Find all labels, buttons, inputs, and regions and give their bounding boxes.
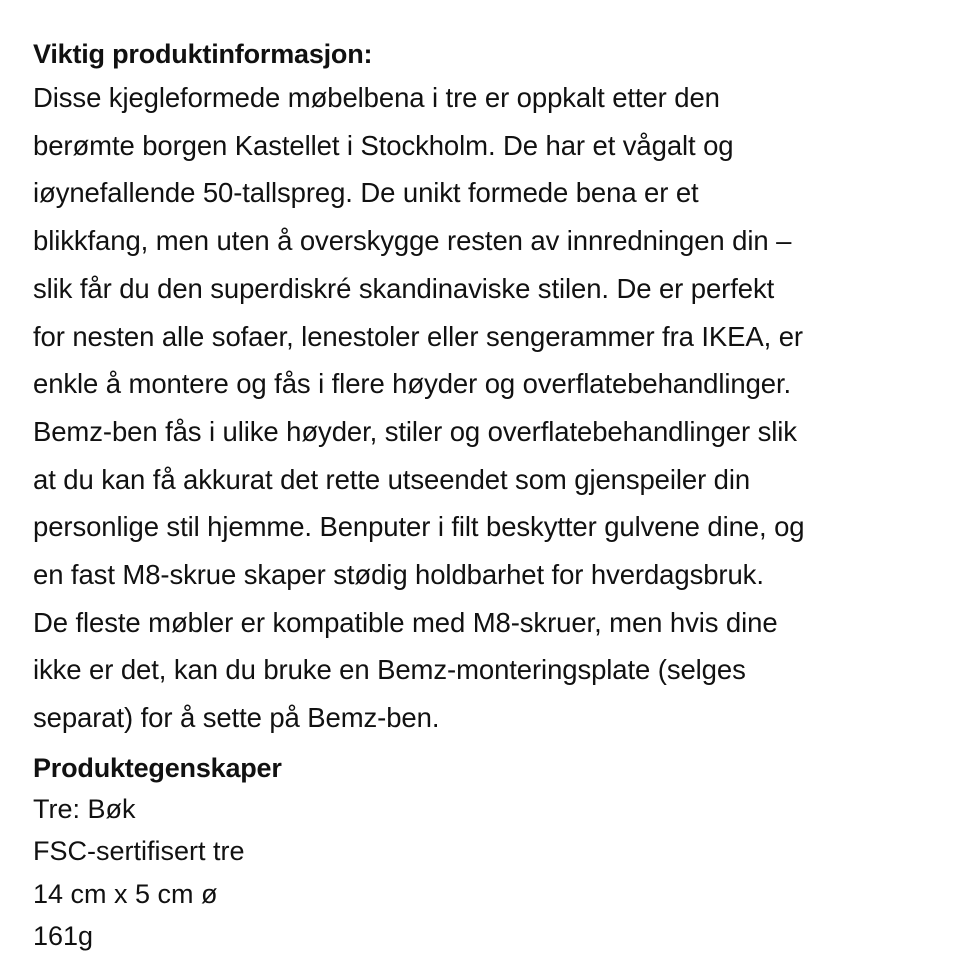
description-line: iøynefallende 50-tallspreg. De unikt formede bena er et (33, 177, 699, 209)
product-properties-list (33, 788, 943, 958)
description-line: De fleste møbler er kompatible med M8-skruer, men hvis dine (33, 606, 778, 638)
description-line: ikke er det, kan du bruke en Bemz-monteringsplate (selges (33, 654, 746, 686)
description-line: Bemz-ben fås i ulike høyder, stiler og overflatebehandlinger slik (33, 415, 797, 447)
product-properties-heading: Produktegenskaper (33, 752, 282, 783)
product-info-heading: Viktig produktinformasjon: (33, 39, 373, 69)
description-line: berømte borgen Kastellet i Stockholm. De har et vågalt og (33, 129, 734, 161)
description-line: at du kan få akkurat det rette utseendet som gjenspeiler din (33, 463, 751, 495)
description-line: blikkfang, men uten å overskygge resten av innredningen din – (33, 225, 792, 257)
description-line: for nesten alle sofaer, lenestoler eller sengerammer fra IKEA, er (33, 320, 803, 352)
description-line: separat) for å sette på Bemz-ben. (33, 702, 440, 734)
property-certification: FSC-sertifisert tre (33, 836, 245, 867)
product-info-document (33, 34, 943, 958)
description-line: en fast M8-skrue skaper stødig holdbarhet for hverdagsbruk. (33, 559, 764, 591)
property-dimensions: 14 cm x 5 cm ø (33, 878, 218, 909)
description-line: personlige stil hjemme. Benputer i filt beskytter gulvene dine, og (33, 511, 805, 543)
product-description (33, 74, 943, 742)
description-line: Disse kjegleformede møbelbena i tre er oppkalt etter den (33, 82, 720, 113)
description-line: enkle å montere og fås i flere høyder og overflatebehandlinger. (33, 368, 792, 400)
description-line: slik får du den superdiskré skandinaviske stilen. De er perfekt (33, 272, 775, 304)
property-weight: 161g (33, 921, 94, 952)
property-wood-type: Tre: Bøk (33, 793, 136, 824)
